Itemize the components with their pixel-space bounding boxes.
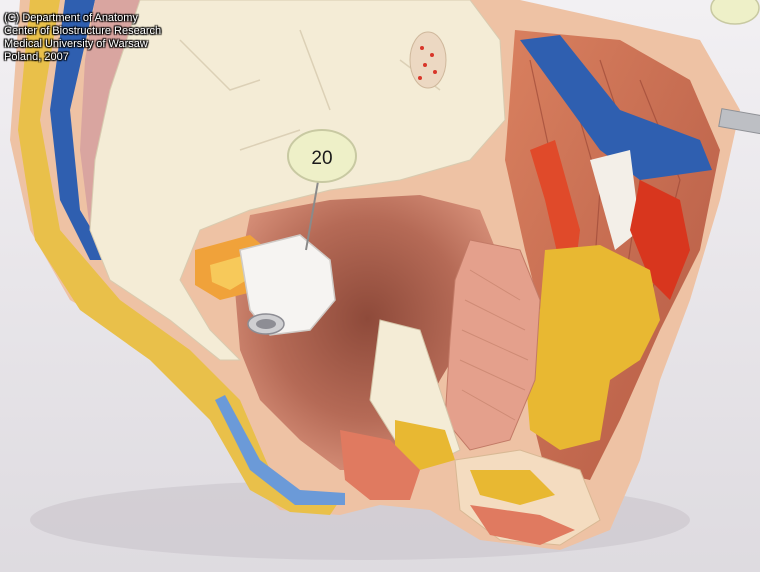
marker-label: 20 <box>311 148 333 169</box>
credit-line-1: (C) Department of Anatomy <box>4 12 138 24</box>
marker-tag-20 <box>288 130 356 182</box>
copyright-credit <box>4 12 161 64</box>
credit-line-2: Center of Biostructure Research <box>4 25 162 37</box>
credit-line-4: Poland, 2007 <box>4 51 69 63</box>
credit-line-3: Medical University of Warsaw <box>4 38 148 50</box>
